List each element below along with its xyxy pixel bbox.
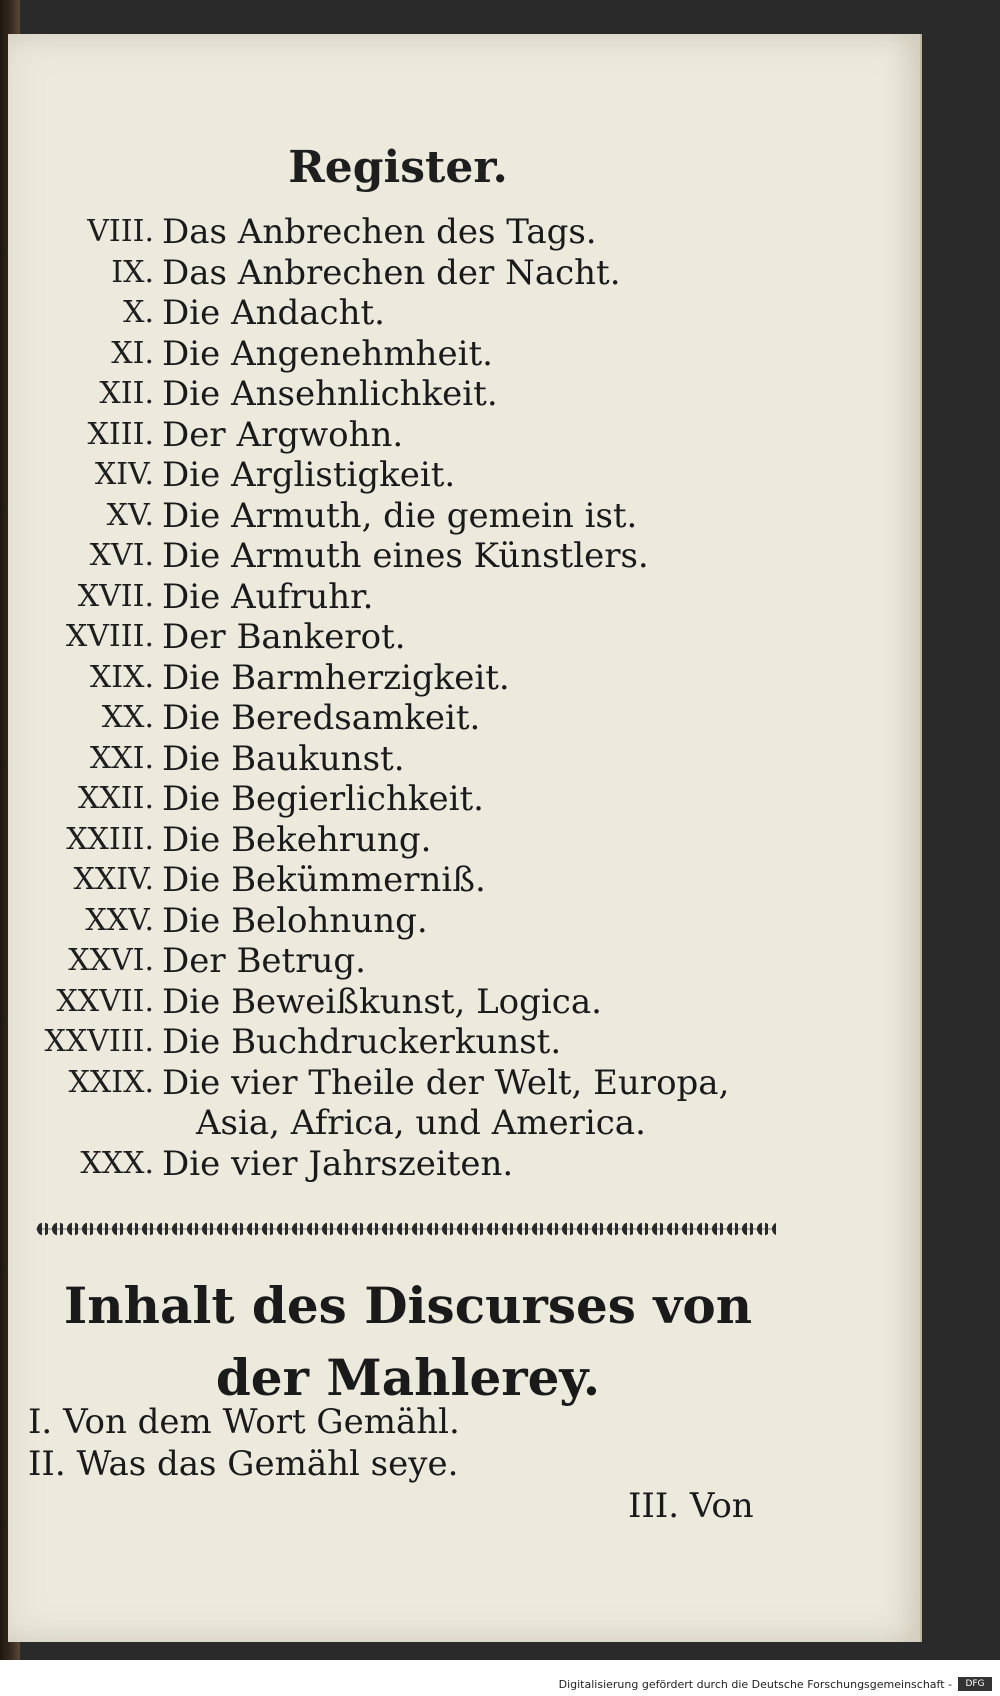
toc-entry bbox=[28, 253, 808, 294]
toc-entry bbox=[28, 941, 808, 982]
entry-title: Der Bankerot. bbox=[162, 617, 406, 657]
table-of-contents bbox=[28, 212, 808, 1184]
entry-number: XXX. bbox=[80, 1145, 154, 1181]
entry-title: Der Betrug. bbox=[162, 941, 366, 981]
item-number: II. bbox=[28, 1444, 66, 1484]
toc-entry bbox=[28, 739, 808, 780]
entry-number: XVIII. bbox=[65, 619, 154, 654]
entry-title: Die Buchdruckerkunst. bbox=[162, 1022, 562, 1062]
entry-title: Die Armuth, die gemein ist. bbox=[162, 495, 638, 536]
toc-entry bbox=[28, 415, 808, 456]
toc-entry bbox=[28, 820, 808, 861]
entry-number: XII. bbox=[99, 376, 154, 411]
entry-title: Die Arglistigkeit. bbox=[162, 455, 456, 495]
entry-title: Die Ansehnlichkeit. bbox=[162, 374, 498, 414]
entry-number: XVII. bbox=[77, 578, 154, 614]
entry-number: XIX. bbox=[89, 659, 154, 695]
footer-credit: Digitalisierung gefördert durch die Deutsche Forschungsgemeinschaft - bbox=[558, 1678, 952, 1691]
entry-number: XXVI. bbox=[68, 943, 154, 978]
entry-title: Die Baukunst. bbox=[162, 738, 405, 779]
entry-title: Das Anbrechen des Tags. bbox=[162, 212, 597, 252]
entry-number: X. bbox=[123, 295, 154, 330]
toc-entry bbox=[28, 577, 808, 618]
toc-entry bbox=[28, 334, 808, 375]
toc-entry bbox=[28, 293, 808, 334]
entry-title: Die Barmherzigkeit. bbox=[162, 657, 510, 698]
entry-title: Die Armuth eines Künstlers. bbox=[162, 536, 649, 576]
entry-number: XXIII. bbox=[66, 821, 154, 857]
toc-entry bbox=[28, 1063, 808, 1144]
entry-title: Die vier Jahrszeiten. bbox=[162, 1143, 514, 1184]
book-page bbox=[8, 34, 922, 1642]
entry-title: Die Bekümmerniß. bbox=[162, 860, 486, 900]
entry-number: XXVIII. bbox=[44, 1024, 154, 1059]
toc-entry bbox=[28, 658, 808, 699]
toc-entry bbox=[28, 982, 808, 1023]
running-head: Register. bbox=[288, 142, 508, 193]
ornamental-divider bbox=[36, 1220, 776, 1238]
toc-entry bbox=[28, 901, 808, 942]
toc-entry bbox=[28, 617, 808, 658]
toc-entry bbox=[28, 698, 808, 739]
entry-title: Die Bekehrung. bbox=[162, 819, 432, 860]
entry-number: XVI. bbox=[89, 538, 154, 573]
entry-title: Die Begierlichkeit. bbox=[162, 779, 484, 819]
toc-entry bbox=[28, 496, 808, 537]
entry-title: Die Beweißkunst, Logica. bbox=[162, 981, 602, 1022]
item-text: Was das Gemähl seye. bbox=[76, 1444, 459, 1484]
entry-number: XIV. bbox=[94, 457, 154, 492]
entry-number: XIII. bbox=[87, 416, 154, 452]
dfg-logo: DFG bbox=[958, 1677, 992, 1691]
entry-number: IX. bbox=[111, 254, 154, 290]
toc-entry bbox=[28, 1022, 808, 1063]
item-text: Von dem Wort Gemähl. bbox=[63, 1402, 460, 1442]
toc-entry bbox=[28, 1144, 808, 1185]
entry-title: Die Aufruhr. bbox=[162, 576, 374, 617]
entry-number: XXVII. bbox=[56, 983, 154, 1019]
entry-title: Der Argwohn. bbox=[162, 414, 404, 455]
toc-entry bbox=[28, 455, 808, 496]
section-title: Inhalt des Discurses von der Mahlerey. bbox=[63, 1276, 753, 1407]
entry-title: Die Angenehmheit. bbox=[162, 333, 493, 374]
entry-number: VIII. bbox=[87, 214, 154, 249]
entry-title: Die vier Theile der Welt, Europa, bbox=[162, 1062, 730, 1103]
entry-title: Die Beredsamkeit. bbox=[162, 698, 481, 738]
toc-entry bbox=[28, 860, 808, 901]
content-item bbox=[28, 1444, 458, 1484]
entry-number: XI. bbox=[111, 335, 154, 371]
entry-number: XV. bbox=[106, 497, 154, 533]
toc-entry bbox=[28, 374, 808, 415]
toc-entry bbox=[28, 536, 808, 577]
entry-number: XXIX. bbox=[68, 1064, 154, 1100]
toc-entry bbox=[28, 212, 808, 253]
item-number: I. bbox=[28, 1402, 53, 1442]
entry-title: Die Belohnung. bbox=[162, 900, 428, 941]
catchword: III. Von bbox=[628, 1486, 754, 1526]
entry-number: XXII. bbox=[78, 781, 154, 816]
entry-number: XX. bbox=[101, 700, 154, 735]
toc-entry bbox=[28, 779, 808, 820]
entry-title: Die Andacht. bbox=[162, 293, 385, 333]
entry-number: XXV. bbox=[85, 902, 154, 938]
entry-number: XXI. bbox=[89, 740, 154, 776]
entry-number: XXIV. bbox=[73, 862, 154, 897]
content-item bbox=[28, 1402, 460, 1442]
entry-title: Das Anbrechen der Nacht. bbox=[162, 252, 621, 293]
entry-title-continued: Asia, Africa, und America. bbox=[196, 1102, 646, 1143]
